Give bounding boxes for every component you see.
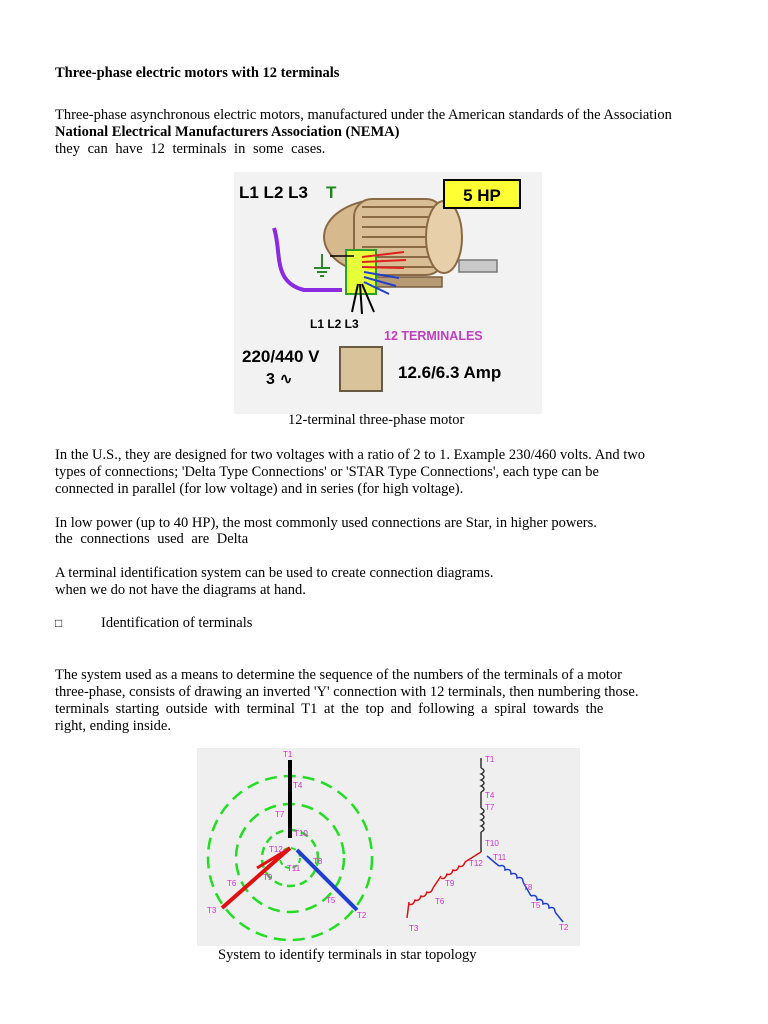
voltage-label: 220/440 V bbox=[242, 347, 320, 366]
coil-label-t4: T4 bbox=[485, 791, 495, 800]
para3-line-2: the connections used are Delta bbox=[55, 531, 249, 547]
page-title: Three-phase electric motors with 12 terminals bbox=[55, 65, 340, 81]
coil-label-t10: T10 bbox=[485, 839, 499, 848]
coil-label-t2: T2 bbox=[559, 923, 569, 932]
spiral-label-t12: T12 bbox=[269, 845, 283, 854]
ground-label: T bbox=[326, 183, 337, 202]
coil-label-t8: T8 bbox=[523, 883, 533, 892]
intro-line-1: Three-phase asynchronous electric motors, manufactured under the American standards of the Association bbox=[55, 107, 672, 123]
spiral-label-t9: T9 bbox=[263, 873, 273, 882]
para5-line-4: right, ending inside. bbox=[55, 718, 171, 734]
figure-2-caption: System to identify terminals in star topology bbox=[218, 947, 477, 963]
para5-line-3: terminals starting outside with terminal T1 at the top and following a spiral towards the bbox=[55, 701, 604, 717]
coil-label-t1: T1 bbox=[485, 755, 495, 764]
lines-bottom-label: L1 L2 L3 bbox=[310, 317, 359, 331]
figure-1-caption: 12-terminal three-phase motor bbox=[288, 412, 465, 428]
spiral-label-t3: T3 bbox=[207, 906, 217, 915]
coil-label-t12: T12 bbox=[469, 859, 483, 868]
intro-line-2: National Electrical Manufacturers Association (NEMA) bbox=[55, 124, 400, 140]
spiral-label-t5: T5 bbox=[326, 896, 336, 905]
spiral-label-t8: T8 bbox=[313, 857, 323, 866]
spiral-label-t11: T11 bbox=[287, 864, 301, 873]
spiral-label-t2: T2 bbox=[357, 911, 367, 920]
para4-line-1: A terminal identification system can be used to create connection diagrams. bbox=[55, 565, 494, 581]
spiral-label-t6: T6 bbox=[227, 879, 237, 888]
para2-line-1: In the U.S., they are designed for two voltages with a ratio of 2 to 1. Example 230/460 volts. And two bbox=[55, 447, 645, 463]
amps-label: 12.6/6.3 Amp bbox=[398, 363, 502, 382]
coil-label-t3: T3 bbox=[409, 924, 419, 933]
bullet-glyph: □ bbox=[55, 616, 63, 630]
bullet-text: Identification of terminals bbox=[101, 615, 253, 631]
spiral-label-t1: T1 bbox=[283, 750, 293, 759]
coil-label-t7: T7 bbox=[485, 803, 495, 812]
para4-line-2: when we do not have the diagrams at hand. bbox=[55, 582, 306, 598]
spiral-label-t4: T4 bbox=[293, 781, 303, 790]
para5-line-1: The system used as a means to determine the sequence of the numbers of the terminals of a motor bbox=[55, 667, 622, 683]
para3-line-1: In low power (up to 40 HP), the most commonly used connections are Star, in higher powers. bbox=[55, 515, 597, 531]
spiral-label-t7: T7 bbox=[275, 810, 285, 819]
para5-line-2: three-phase, consists of drawing an inverted 'Y' connection with 12 terminals, then numbering those. bbox=[55, 684, 639, 700]
para2-line-3: connected in parallel (for low voltage) and in series (for high voltage). bbox=[55, 481, 464, 497]
intro-line-3: they can have 12 terminals in some cases. bbox=[55, 141, 326, 157]
phase-label: 3 ∿ bbox=[266, 371, 293, 388]
star-terminal-figure bbox=[197, 748, 580, 946]
lines-top-label: L1 L2 L3 bbox=[239, 183, 308, 202]
motor-figure bbox=[234, 172, 542, 414]
coil-label-t6: T6 bbox=[435, 897, 445, 906]
hp-label: 5 HP bbox=[463, 186, 501, 205]
coil-label-t11: T11 bbox=[493, 853, 507, 862]
spiral-label-t10: T10 bbox=[294, 829, 308, 838]
para2-line-2: types of connections; 'Delta Type Connections' or 'STAR Type Connections', each type can be bbox=[55, 464, 599, 480]
coil-label-t9: T9 bbox=[445, 879, 455, 888]
coil-label-t5: T5 bbox=[531, 901, 541, 910]
terminals-label: 12 TERMINALES bbox=[384, 329, 483, 343]
